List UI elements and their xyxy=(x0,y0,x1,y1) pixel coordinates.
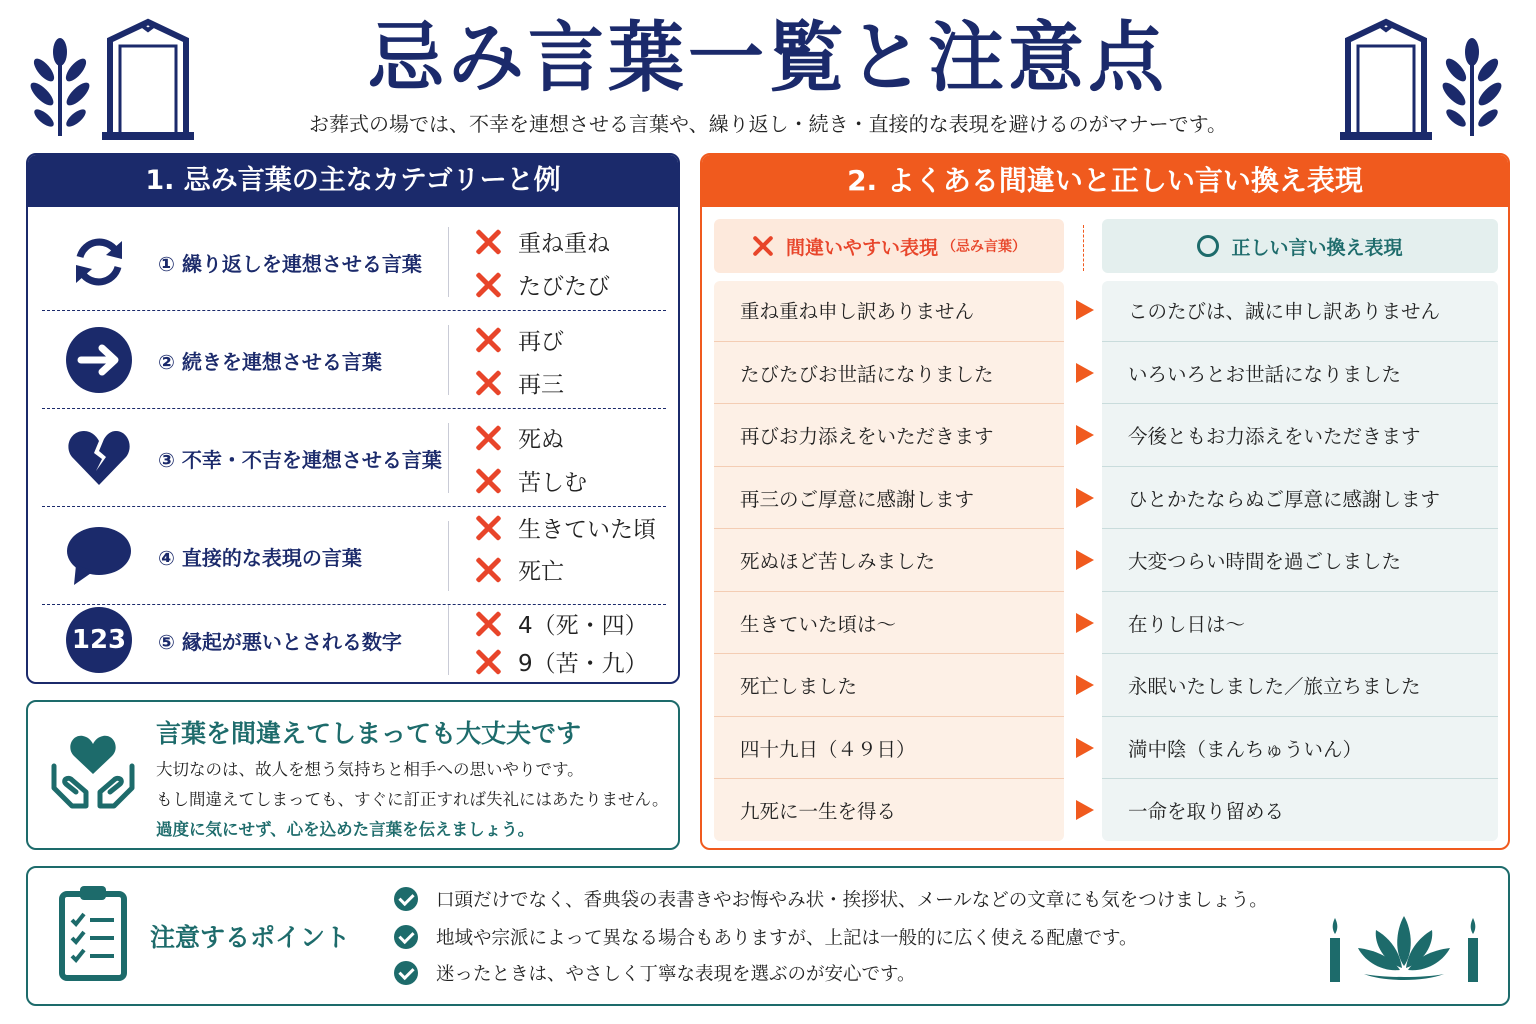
reassure-panel xyxy=(26,700,680,850)
check-icon xyxy=(394,887,418,911)
wrong-column-header xyxy=(714,219,1064,273)
example-text: 生きていた頃 xyxy=(518,517,656,543)
repeat-arrows-icon xyxy=(66,229,132,295)
example-text: 再び xyxy=(518,329,564,355)
example-text: 苦しむ xyxy=(518,470,587,496)
right-expression: 今後ともお力添えをいただきます xyxy=(1128,425,1421,449)
example-text: 死亡 xyxy=(518,559,564,585)
divider xyxy=(448,325,449,395)
reassure-line: 大切なのは、故人を想う気持ちと相手への思いやりです。 xyxy=(156,760,584,779)
category-label: ④ 直接的な表現の言葉 xyxy=(158,545,362,570)
arrow-right-icon xyxy=(1076,675,1094,695)
clipboard-checklist-icon xyxy=(58,882,128,982)
points-title: 注意するポイント xyxy=(150,923,351,952)
wrong-expression: 九死に一生を得る xyxy=(740,800,897,824)
point-item xyxy=(394,960,916,986)
wrong-expression: 死亡しました xyxy=(740,675,858,699)
example-text: 重ね重ね xyxy=(518,231,610,257)
point-text: 迷ったときは、やさしく丁寧な表現を選ぶのが安心です。 xyxy=(436,964,916,985)
right-expression: 満中陰（まんちゅういん） xyxy=(1128,737,1363,761)
check-icon xyxy=(394,961,418,985)
arrow-right-icon xyxy=(66,327,132,393)
reassure-line: もし間違えてしまっても、すぐに訂正すれば失礼にはあたりません。 xyxy=(156,790,669,809)
arrow-right-icon xyxy=(1076,363,1094,383)
pair-row xyxy=(702,279,1510,342)
divider xyxy=(448,423,449,493)
category-panel-title: 1. 忌み言葉の主なカテゴリーと例 xyxy=(28,155,678,207)
divider xyxy=(448,521,449,591)
comparison-panel xyxy=(700,153,1510,850)
arrow-right-icon xyxy=(1076,738,1094,758)
wrong-header-label: 間違いやすい表現 xyxy=(785,236,938,259)
wrong-expression: 死ぬほど苦しみました xyxy=(740,550,936,574)
example-text: 9（苦・九） xyxy=(518,651,648,677)
example-item xyxy=(474,607,648,640)
x-mark-icon xyxy=(474,648,502,676)
example-item xyxy=(474,366,564,399)
wrong-expression: 重ね重ね申し訳ありません xyxy=(740,300,975,324)
pair-row xyxy=(702,592,1510,655)
right-expression: 大変つらい時間を過ごしました xyxy=(1128,550,1402,574)
lotus-candles-icon xyxy=(1324,908,1484,986)
reassure-title: 言葉を間違えてしまっても大丈夫です xyxy=(156,719,582,748)
category-panel xyxy=(26,153,680,684)
broken-heart-icon xyxy=(66,425,132,491)
example-item xyxy=(474,645,648,678)
example-text: 4（死・四） xyxy=(518,613,648,639)
wrong-expression: 生きていた頃は～ xyxy=(740,612,897,636)
header-divider xyxy=(1083,225,1084,271)
example-item xyxy=(474,511,656,544)
x-mark-icon xyxy=(474,228,502,256)
point-item xyxy=(394,886,1268,912)
example-text: たびたび xyxy=(518,274,610,300)
pair-row xyxy=(702,779,1510,842)
points-panel xyxy=(26,866,1510,1006)
example-item xyxy=(474,464,587,497)
category-label: ③ 不幸・不吉を連想させる言葉 xyxy=(158,447,442,472)
category-row xyxy=(42,213,666,311)
page-title: 忌み言葉一覧と注意点 xyxy=(368,13,1168,102)
divider xyxy=(448,605,449,675)
arrow-right-icon xyxy=(1076,488,1094,508)
example-item xyxy=(474,225,610,258)
right-expression: ひとかたならぬご厚意に感謝します xyxy=(1128,487,1441,511)
circle-mark-icon xyxy=(1197,235,1219,257)
arrow-right-icon xyxy=(1076,550,1094,570)
arrow-right-icon xyxy=(1076,425,1094,445)
x-mark-icon xyxy=(474,424,502,452)
right-expression: 永眠いたしました／旅立ちました xyxy=(1128,675,1421,699)
category-label: ② 続きを連想させる言葉 xyxy=(158,349,382,374)
wrong-header-note: （忌み言葉） xyxy=(942,239,1026,255)
reassure-line-emphasis: 過度に気にせず、心を込めた言葉を伝えましょう。 xyxy=(156,820,535,839)
numbers-icon xyxy=(66,607,132,673)
pair-row xyxy=(702,342,1510,405)
pair-row xyxy=(702,404,1510,467)
category-label: ① 繰り返しを連想させる言葉 xyxy=(158,251,422,276)
arrow-right-icon xyxy=(1076,613,1094,633)
x-mark-icon xyxy=(474,556,502,584)
pair-row xyxy=(702,654,1510,717)
heart-hands-icon xyxy=(50,726,136,812)
wrong-expression: 再三のご厚意に感謝します xyxy=(740,487,975,511)
example-item xyxy=(474,268,610,301)
arrow-right-icon xyxy=(1076,800,1094,820)
x-mark-icon xyxy=(474,467,502,495)
category-label: ⑤ 縁起が悪いとされる数字 xyxy=(158,629,402,654)
right-expression: いろいろとお世話になりました xyxy=(1128,362,1402,386)
x-mark-icon xyxy=(474,271,502,299)
x-mark-icon xyxy=(474,326,502,354)
example-text: 死ぬ xyxy=(518,427,564,453)
wrong-expression: 再びお力添えをいただきます xyxy=(740,425,994,449)
point-text: 地域や宗派によって異なる場合もありますが、上記は一般的に広く使える配慮です。 xyxy=(436,928,1138,949)
right-header-label: 正しい言い換え表現 xyxy=(1231,236,1403,259)
point-text: 口頭だけでなく、香典袋の表書きやお悔やみ状・挨拶状、メールなどの文章にも気をつけましょう。 xyxy=(436,890,1268,911)
right-expression: このたびは、誠に申し訳ありません xyxy=(1128,300,1441,324)
pair-row xyxy=(702,529,1510,592)
divider xyxy=(448,227,449,297)
example-item xyxy=(474,421,564,454)
pair-row xyxy=(702,717,1510,780)
arrow-right-icon xyxy=(1076,300,1094,320)
category-row xyxy=(42,409,666,507)
example-item xyxy=(474,553,564,586)
right-expression: 在りし日は～ xyxy=(1128,612,1246,636)
right-expression: 一命を取り留める xyxy=(1128,800,1285,824)
pair-row xyxy=(702,467,1510,530)
x-mark-icon xyxy=(752,235,774,257)
right-column-header xyxy=(1102,219,1498,273)
numbers-icon-text: 123 xyxy=(71,625,127,655)
x-mark-icon xyxy=(474,369,502,397)
category-row xyxy=(42,597,666,683)
point-item xyxy=(394,924,1138,950)
comparison-panel-title: 2. よくある間違いと正しい言い換え表現 xyxy=(702,155,1508,207)
check-icon xyxy=(394,925,418,949)
example-item xyxy=(474,323,564,356)
wrong-expression: 四十九日（４９日） xyxy=(740,737,916,761)
category-row xyxy=(42,311,666,409)
category-row xyxy=(42,507,666,605)
page-subtitle: お葬式の場では、不幸を連想させる言葉や、繰り返し・続き・直接的な表現を避けるのがマナーです。 xyxy=(309,112,1227,136)
wrong-expression: たびたびお世話になりました xyxy=(740,362,994,386)
x-mark-icon xyxy=(474,610,502,638)
example-text: 再三 xyxy=(518,372,564,398)
speech-bubble-icon xyxy=(66,523,132,589)
x-mark-icon xyxy=(474,514,502,542)
